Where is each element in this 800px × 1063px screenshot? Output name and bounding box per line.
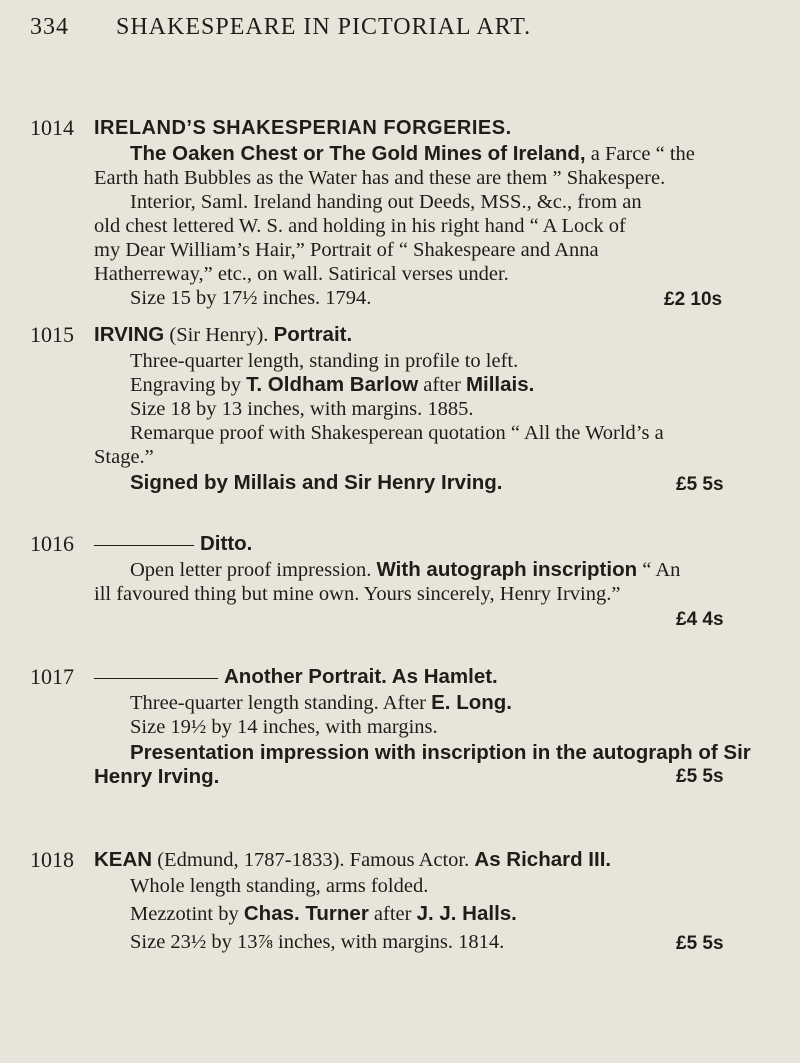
lot-price: £5 5s — [676, 766, 724, 787]
running-title: SHAKESPEARE IN PICTORIAL ART. — [116, 14, 532, 40]
lot-number: 1018 — [30, 847, 74, 872]
lot-number: 1016 — [30, 531, 74, 556]
lot-line: Open letter proof impression. With autograph inscription “ An — [130, 558, 681, 581]
page-number: 334 — [30, 14, 69, 40]
lot-price: £5 5s — [676, 474, 724, 495]
lot-line: my Dear William’s Hair,” Portrait of “ Shakespeare and Anna — [94, 239, 599, 261]
lot-line: Remarque proof with Shakesperean quotation “ All the World’s a — [130, 422, 664, 444]
lot-line: Whole length standing, arms folded. — [130, 875, 429, 897]
lot-line: ill favoured thing but mine own. Yours sincerely, Henry Irving.” — [94, 583, 621, 605]
lot-title: Another Portrait. As Hamlet. — [94, 665, 498, 689]
lot-line: Earth hath Bubbles as the Water has and these are them ” Shakespere. — [94, 167, 666, 189]
lot-price: £2 10s — [664, 289, 723, 310]
lot-line: Size 15 by 17½ inches. 1794. — [130, 287, 372, 309]
lot-line: Mezzotint by Chas. Turner after J. J. Halls. — [130, 902, 517, 925]
lot-price: £4 4s — [676, 609, 724, 630]
lot-line: Size 19½ by 14 inches, with margins. — [130, 716, 438, 738]
lot-line: Signed by Millais and Sir Henry Irving. — [130, 471, 503, 494]
lot-line: Size 23½ by 13⅞ inches, with margins. 1814. — [130, 931, 505, 953]
lot-line: Size 18 by 13 inches, with margins. 1885. — [130, 398, 474, 420]
lot-title: Ditto. — [94, 532, 252, 556]
lot-line: Engraving by T. Oldham Barlow after Millais. — [130, 373, 535, 396]
lot-price: £5 5s — [676, 933, 724, 954]
lot-title: IRELAND’S SHAKESPERIAN FORGERIES. — [94, 117, 512, 139]
ditto-dash — [94, 678, 218, 679]
lot-line: The Oaken Chest or The Gold Mines of Ireland, a Farce “ the — [130, 142, 695, 165]
lot-line: Stage.” — [94, 446, 154, 468]
lot-number: 1014 — [30, 115, 74, 140]
lot-line: Presentation impression with inscription in the autograph of Sir — [130, 741, 751, 764]
lot-line: Three-quarter length, standing in profile to left. — [130, 350, 519, 372]
lot-number: 1017 — [30, 664, 74, 689]
lot-line: old chest lettered W. S. and holding in his right hand “ A Lock of — [94, 215, 626, 237]
ditto-dash — [94, 545, 194, 546]
lot-line: Henry Irving. — [94, 765, 220, 788]
lot-title: IRVING (Sir Henry). Portrait. — [94, 323, 353, 346]
lot-line: Three-quarter length standing. After E. Long. — [130, 691, 512, 714]
lot-line: Interior, Saml. Ireland handing out Deeds, MSS., &c., from an — [130, 191, 642, 213]
lot-line: Hatherreway,” etc., on wall. Satirical verses under. — [94, 263, 509, 285]
lot-title: KEAN (Edmund, 1787-1833). Famous Actor. As Richard III. — [94, 848, 612, 871]
lot-number: 1015 — [30, 322, 74, 347]
